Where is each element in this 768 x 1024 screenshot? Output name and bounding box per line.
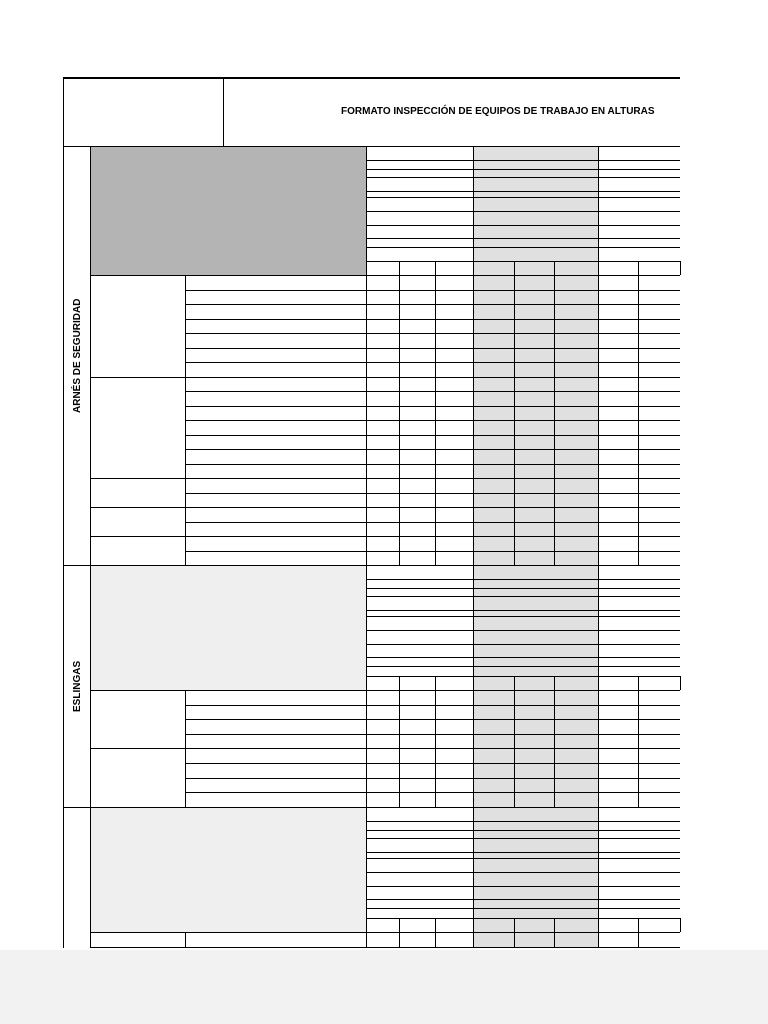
item-col-border xyxy=(185,275,186,565)
equipment-header-line xyxy=(366,644,680,645)
section-border-top xyxy=(63,565,680,566)
check-column-border xyxy=(435,918,436,932)
check-column-border xyxy=(638,918,639,932)
group-border xyxy=(90,748,185,749)
equipment-2-header-bg xyxy=(473,565,598,690)
check-column-border xyxy=(680,676,681,690)
group-col-border xyxy=(90,565,91,807)
equipment-header-line xyxy=(366,830,680,831)
equipment-group-border xyxy=(366,565,367,690)
item-row-line xyxy=(185,551,680,552)
equipment-header-line xyxy=(366,238,680,239)
check-column-border xyxy=(680,918,681,932)
item-row-line xyxy=(185,362,680,363)
check-column-border xyxy=(366,261,367,275)
item-row-line xyxy=(185,449,680,450)
logo-cell-border xyxy=(223,77,224,146)
check-column-border xyxy=(399,932,400,947)
check-column-border xyxy=(435,932,436,947)
item-row-line xyxy=(185,348,680,349)
equipment-header-line xyxy=(366,197,680,198)
group-border xyxy=(90,478,185,479)
equipment-group-border xyxy=(473,146,474,275)
item-col-border xyxy=(185,690,186,807)
check-column-border xyxy=(399,918,400,932)
item-row-line xyxy=(185,304,680,305)
check-column-border xyxy=(435,261,436,275)
equipment-group-border xyxy=(598,565,599,690)
check-column-border xyxy=(638,261,639,275)
aspectos-cell xyxy=(90,146,366,275)
left-border xyxy=(63,77,64,948)
check-column-border xyxy=(598,932,599,947)
item-row-line xyxy=(185,290,680,291)
check-column-border xyxy=(638,690,639,807)
check-column-border xyxy=(514,676,515,690)
equipment-header-line xyxy=(366,225,680,226)
aspectos-cell xyxy=(90,565,366,690)
item-row-line xyxy=(185,705,680,706)
check-column-border xyxy=(598,275,599,565)
equipment-header-line xyxy=(366,657,680,658)
body-top-border xyxy=(90,275,680,276)
equipment-2-header-bg xyxy=(473,807,598,932)
check-column-border xyxy=(514,932,515,947)
check-column-border xyxy=(366,932,367,947)
equipment-header-line xyxy=(366,160,680,161)
check-column-border xyxy=(680,261,681,275)
check-column-border xyxy=(435,676,436,690)
check-column-border xyxy=(638,275,639,565)
equipment-header-line xyxy=(366,191,680,192)
equipment-group-border xyxy=(473,807,474,932)
group-border xyxy=(90,507,185,508)
item-row-line xyxy=(185,507,680,508)
section-name: ARNÉS DE SEGURIDAD xyxy=(72,298,83,414)
equipment-header-line xyxy=(366,579,680,580)
section-border-top xyxy=(63,807,680,808)
check-column-border xyxy=(473,676,474,690)
check-column-border xyxy=(399,676,400,690)
check-column-border xyxy=(554,690,555,807)
check-column-border xyxy=(638,932,639,947)
check-column-border xyxy=(473,275,474,565)
group-border xyxy=(90,536,185,537)
item-row-line xyxy=(185,763,680,764)
equipment-group-border xyxy=(598,807,599,932)
check-column-border xyxy=(435,690,436,807)
equipment-header-line xyxy=(366,666,680,667)
check-column-border xyxy=(514,690,515,807)
check-column-border xyxy=(514,261,515,275)
item-row-line xyxy=(185,391,680,392)
equipment-header-line xyxy=(366,261,680,262)
equipment-header-line xyxy=(366,918,680,919)
group-col-border xyxy=(90,146,91,565)
item-row-line xyxy=(185,333,680,334)
equipment-header-line xyxy=(366,177,680,178)
check-column-border xyxy=(366,690,367,807)
check-column-border xyxy=(598,261,599,275)
item-row-line xyxy=(185,377,680,378)
title-border-top xyxy=(63,77,680,79)
equipment-header-line xyxy=(366,610,680,611)
section-name: ESLINGAS xyxy=(72,660,83,712)
item-row-line xyxy=(185,464,680,465)
check-column-border xyxy=(514,918,515,932)
item-row-line xyxy=(185,778,680,779)
equipment-header-line xyxy=(366,169,680,170)
equipment-group-border xyxy=(366,807,367,932)
equipment-header-line xyxy=(366,858,680,859)
check-column-border xyxy=(435,275,436,565)
check-column-border xyxy=(598,690,599,807)
check-column-border xyxy=(598,676,599,690)
item-row-line xyxy=(185,748,680,749)
check-column-border xyxy=(399,261,400,275)
check-column-border xyxy=(598,918,599,932)
check-column-border xyxy=(399,690,400,807)
equipment-header-line xyxy=(366,872,680,873)
equipment-header-line xyxy=(366,852,680,853)
equipment-header-line xyxy=(366,821,680,822)
equipment-header-line xyxy=(366,908,680,909)
equipment-header-line xyxy=(366,211,680,212)
body-top-border xyxy=(90,690,680,691)
item-row-line xyxy=(185,406,680,407)
check-column-border xyxy=(473,261,474,275)
check-column-border xyxy=(399,275,400,565)
check-column-border xyxy=(554,932,555,947)
equipment-header-line xyxy=(366,886,680,887)
item-row-line xyxy=(185,734,680,735)
check-column-border xyxy=(638,676,639,690)
equipment-2-body-bg xyxy=(473,932,598,947)
check-column-border xyxy=(554,918,555,932)
group-border xyxy=(90,377,185,378)
item-row-line xyxy=(185,522,680,523)
check-column-border xyxy=(554,261,555,275)
group-col-border xyxy=(90,807,91,947)
item-row-line xyxy=(185,536,680,537)
equipment-group-border xyxy=(473,565,474,690)
equipment-group-border xyxy=(366,146,367,275)
check-column-border xyxy=(554,275,555,565)
check-column-border xyxy=(514,275,515,565)
item-row-line xyxy=(185,493,680,494)
check-column-border xyxy=(366,676,367,690)
equipment-header-line xyxy=(366,247,680,248)
check-column-border xyxy=(366,275,367,565)
item-row-line xyxy=(185,435,680,436)
item-row-line xyxy=(185,420,680,421)
group-border xyxy=(90,947,185,948)
body-top-border xyxy=(90,932,680,933)
equipment-header-line xyxy=(366,596,680,597)
item-row-line xyxy=(185,719,680,720)
item-col-border xyxy=(185,932,186,947)
check-column-border xyxy=(473,690,474,807)
equipment-header-line xyxy=(366,676,680,677)
document-title: FORMATO INSPECCIÓN DE EQUIPOS DE TRABAJO EN ALTURAS xyxy=(341,106,655,117)
aspectos-cell xyxy=(90,807,366,932)
check-column-border xyxy=(366,918,367,932)
check-column-border xyxy=(473,932,474,947)
item-row-line xyxy=(185,478,680,479)
equipment-header-line xyxy=(366,838,680,839)
equipment-header-line xyxy=(366,899,680,900)
check-column-border xyxy=(554,676,555,690)
item-row-line xyxy=(185,947,680,948)
item-row-line xyxy=(185,792,680,793)
equipment-header-line xyxy=(366,588,680,589)
equipment-header-line xyxy=(366,616,680,617)
equipment-group-border xyxy=(598,146,599,275)
check-column-border xyxy=(473,918,474,932)
section-border-top xyxy=(63,146,680,147)
equipment-header-line xyxy=(366,630,680,631)
item-row-line xyxy=(185,319,680,320)
